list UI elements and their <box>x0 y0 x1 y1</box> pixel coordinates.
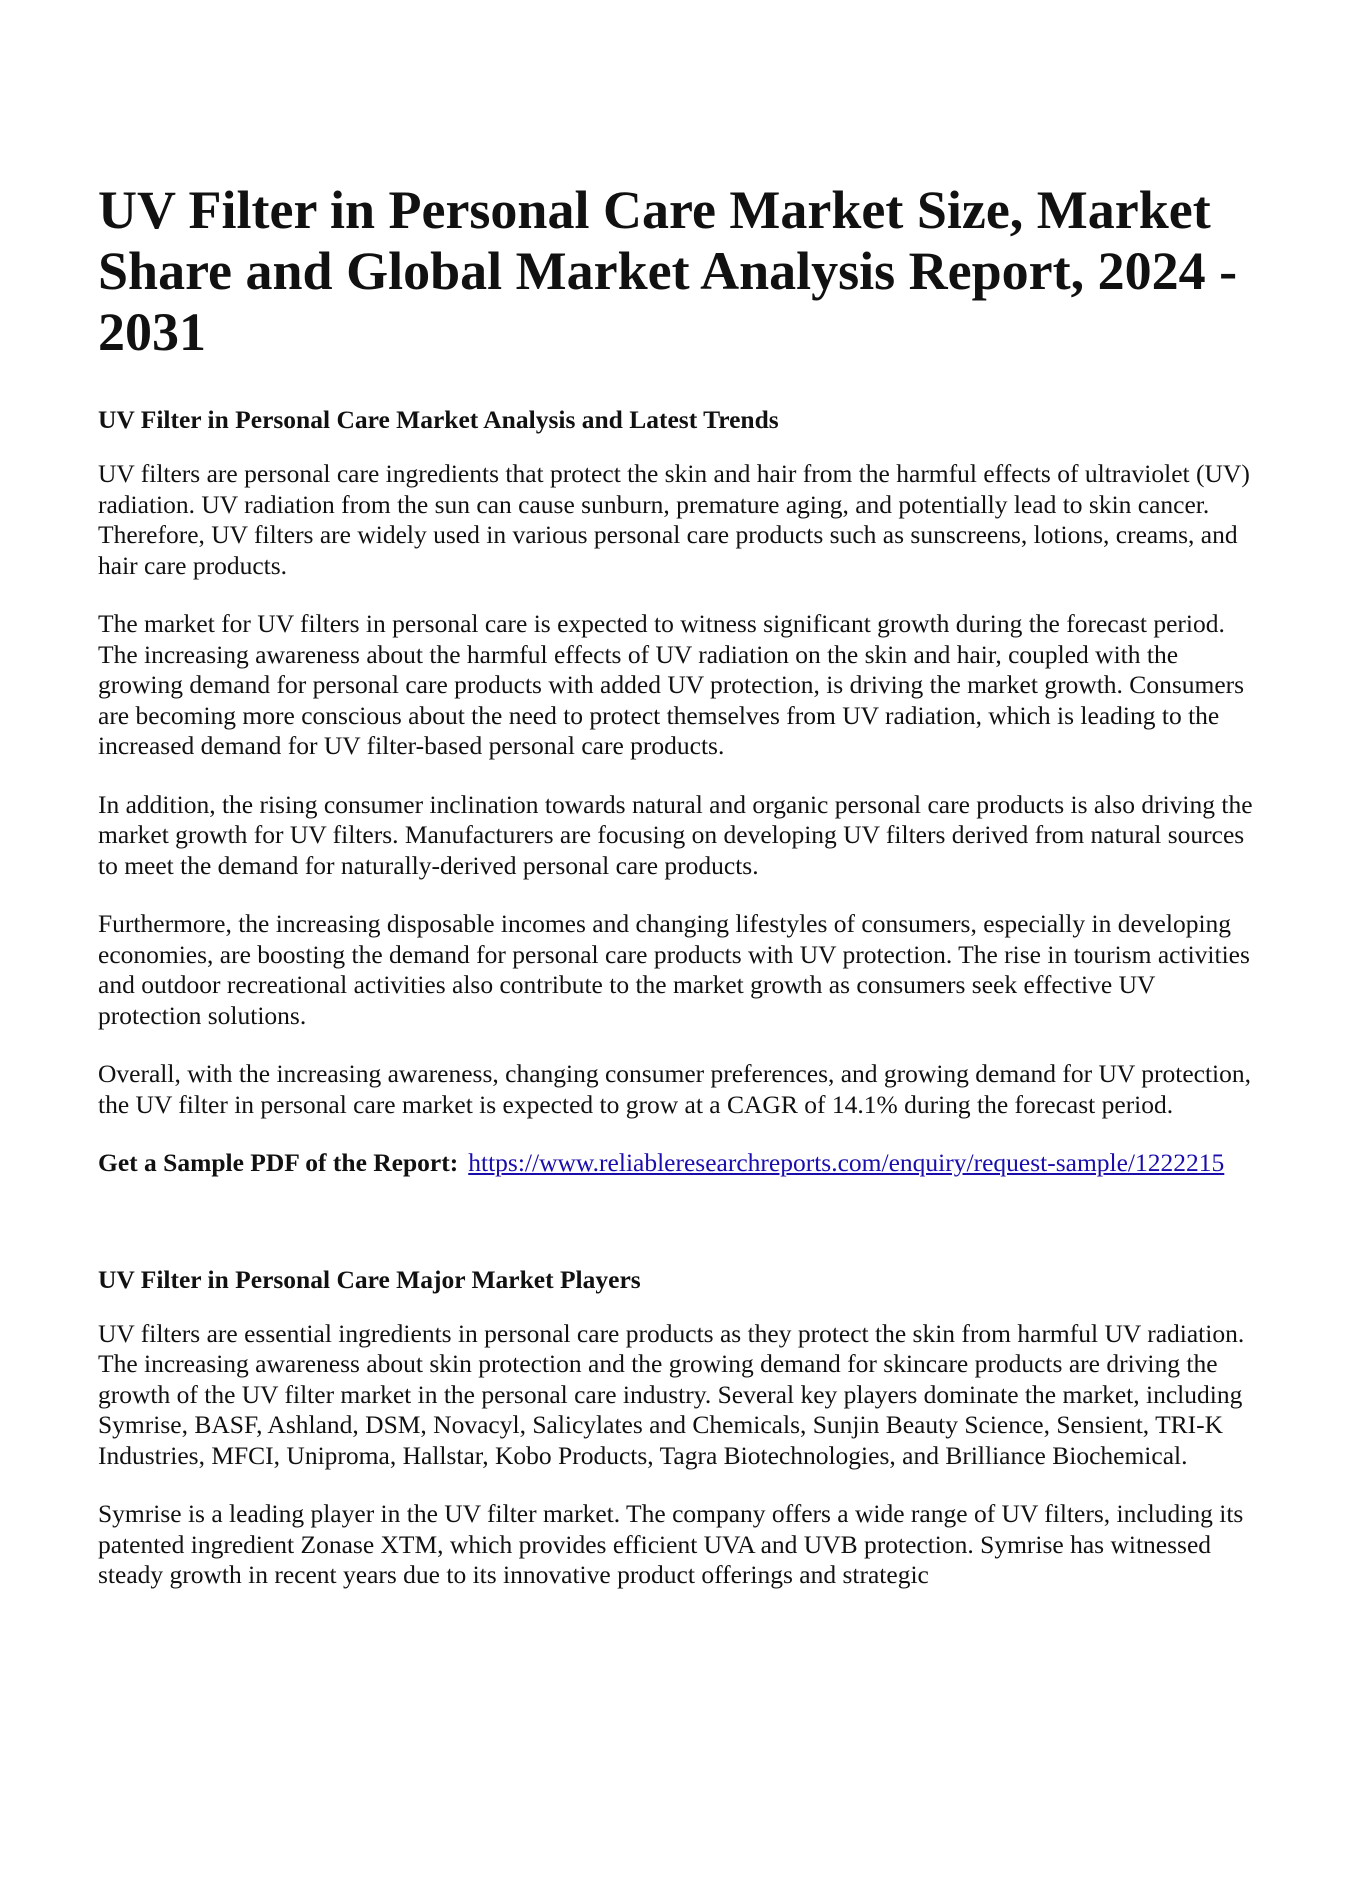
page-title: UV Filter in Personal Care Market Size, Market Share and Global Market Analysis Report, 2024 - 2031 <box>98 180 1238 362</box>
paragraph: Symrise is a leading player in the UV filter market. The company offers a wide range of UV filters, including its patented ingredient Zonase XTM, which provides efficient UVA and UVB protection. Symrise has witnessed steady growth in recent years due to its innovative product offerings and strategic <box>98 1499 1244 1589</box>
paragraph: The market for UV filters in personal care is expected to witness significant growth during the forecast period. The increasing awareness about the harmful effects of UV radiation on the skin and hair, coupled with the growing demand for personal care products with added UV protection, is driving the market growth. Consumers are becoming more conscious about the need to protect themselves from UV radiation, which is leading to the increased demand for UV filter-based personal care products. <box>98 609 1245 760</box>
paragraph: UV filters are personal care ingredients that protect the skin and hair from the harmful effects of ultraviolet (UV) radiation. UV radiation from the sun can cause sunburn, premature aging, and potentially lead to skin cancer. Therefore, UV filters are widely used in various personal care products such as sunscreens, lotions, creams, and hair care products. <box>98 459 1250 580</box>
sample-pdf-link[interactable]: https://www.reliableresearchreports.com/enquiry/request-sample/1222215 <box>468 1148 1225 1177</box>
paragraph: Furthermore, the increasing disposable incomes and changing lifestyles of consumers, especially in developing economies, are boosting the demand for personal care products with UV protection. The rise in tourism activities and outdoor recreational activities also contribute to the market growth as consumers seek effective UV protection solutions. <box>98 909 1250 1030</box>
paragraph: UV filters are essential ingredients in personal care products as they protect the skin from harmful UV radiation. The increasing awareness about skin protection and the growing demand for skincare products are driving the growth of the UV filter market in the personal care industry. Several key players dominate the market, including Symrise, BASF, Ashland, DSM, Novacyl, Salicylates and Chemicals, Sunjin Beauty Science, Sensient, TRI-K Industries, MFCI, Uniproma, Hallstar, Kobo Products, Tagra Biotechnologies, and Brilliance Biochemical. <box>98 1318 1245 1470</box>
sample-pdf-row <box>98 1148 1258 1179</box>
sample-pdf-label: Get a Sample PDF of the Report: <box>98 1148 459 1177</box>
section-heading-trends: UV Filter in Personal Care Market Analysis and Latest Trends <box>98 405 779 434</box>
paragraph: Overall, with the increasing awareness, changing consumer preferences, and growing demand for UV protection, the UV filter in personal care market is expected to grow at a CAGR of 14.1% during the forecast period. <box>98 1059 1252 1119</box>
document-page <box>98 180 1258 1619</box>
paragraph: In addition, the rising consumer inclination towards natural and organic personal care products is also driving the market growth for UV filters. Manufacturers are focusing on developing UV filters derived from natural sources to meet the demand for naturally-derived personal care products. <box>98 789 1253 880</box>
section-heading-players: UV Filter in Personal Care Major Market Players <box>98 1264 641 1294</box>
